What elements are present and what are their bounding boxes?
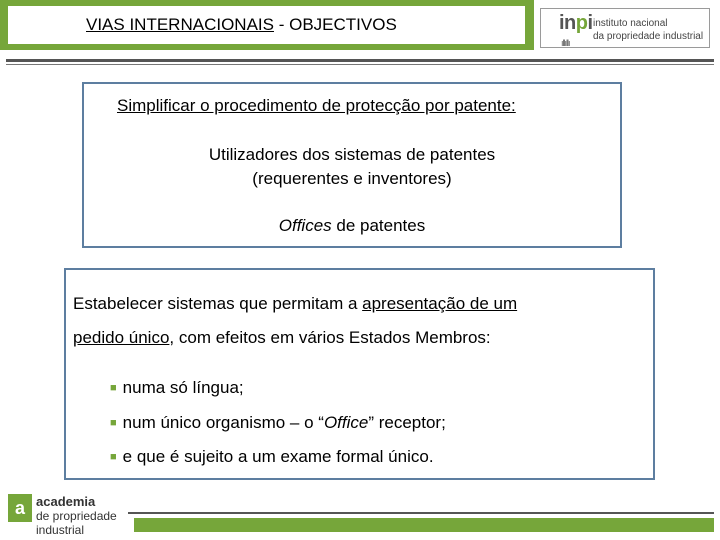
logo-mark-suffix: i (587, 12, 593, 34)
systems-box (64, 268, 655, 480)
systems-line1 (73, 294, 517, 314)
offices-line (84, 216, 620, 236)
offices-rest: de patentes (331, 216, 426, 235)
objective-heading: Simplificar o procedimento de protecção por patente: (117, 96, 516, 115)
academia-line2: de propriedade (36, 509, 117, 523)
objective-box (82, 82, 622, 248)
logo-mark-prefix: in (559, 12, 576, 34)
logo-text-line2: da propriedade industrial (593, 31, 704, 42)
academia-line1: academia (36, 494, 96, 509)
title-rest: - OBJECTIVOS (273, 15, 397, 34)
title-bar (0, 0, 534, 50)
bullet-item (110, 413, 446, 433)
logo-bars: ıllıllı (561, 38, 570, 48)
bullet-item (110, 447, 434, 467)
footer-divider (128, 512, 714, 514)
offices-italic: Offices (278, 216, 332, 235)
users-detail-line: (requerentes e inventores) (252, 169, 452, 188)
academia-line3: industrial (36, 523, 85, 537)
bullet-text-italic: Office (323, 413, 369, 432)
systems-line1-underlined: apresentação de um (362, 294, 518, 313)
systems-line1-text: Estabelecer sistemas que permitam a (73, 294, 363, 313)
title-underlined: VIAS INTERNACIONAIS (86, 15, 274, 34)
footer-bar (134, 518, 714, 532)
bullet-item (110, 378, 244, 398)
inpi-logo-mark (559, 12, 593, 35)
header-divider (6, 59, 714, 62)
bullet-text: num único organismo – o “ (122, 413, 324, 432)
bullet-square-icon: ■ (110, 417, 117, 429)
bullet-text: e que é sujeito a um exame formal único. (122, 447, 434, 466)
logo-text-line1: instituto nacional (593, 18, 668, 29)
academia-logo-icon: a (8, 494, 32, 522)
slide-title (86, 15, 397, 35)
logo-mark-accent: p (575, 12, 588, 34)
users-line: Utilizadores dos sistemas de patentes (208, 145, 496, 164)
bullet-square-icon: ■ (110, 382, 117, 394)
bullet-square-icon: ■ (110, 451, 117, 463)
bullet-text: numa só língua; (122, 378, 244, 397)
bullet-text-end: ” receptor; (368, 413, 446, 432)
inpi-logo (540, 8, 710, 48)
header-divider-thin (6, 64, 714, 65)
systems-line2-text: , com efeitos em vários Estados Membros: (169, 328, 491, 347)
systems-line2 (73, 328, 491, 348)
systems-line2-underlined: pedido único (73, 328, 170, 347)
title-panel (8, 6, 525, 44)
